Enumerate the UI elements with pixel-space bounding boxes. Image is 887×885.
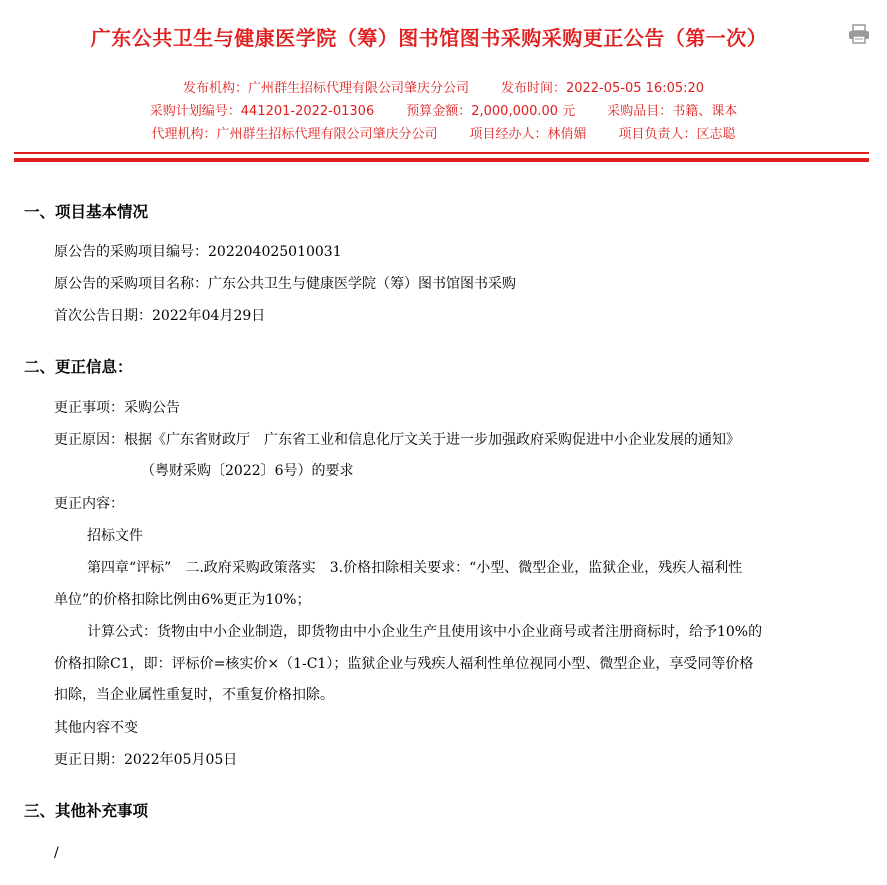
procurement-category: 采购品目：书籍、课本 bbox=[607, 104, 738, 119]
publisher-info: 发布机构：广州群生招标代理有限公司肇庆分公司 bbox=[182, 81, 469, 96]
tender-document-label: 招标文件 bbox=[87, 528, 143, 544]
meta-line-2 bbox=[0, 104, 887, 120]
correction-content-label: 更正内容： bbox=[54, 496, 124, 512]
correction-paragraph-2: 计算公式：货物由中小企业制造，即货物由中小企业生产且使用该中小企业商号或者注册商标时，给予10%的 bbox=[87, 624, 763, 640]
agency-info: 代理机构：广州群生招标代理有限公司肇庆分公司 bbox=[151, 127, 438, 142]
correction-reason-continued: （粤财采购〔2022〕6号）的要求 bbox=[141, 463, 354, 479]
original-project-name: 原公告的采购项目名称：广东公共卫生与健康医学院（筹）图书馆图书采购 bbox=[54, 276, 516, 292]
section-1-heading: 一、项目基本情况 bbox=[24, 203, 149, 221]
section-2-heading: 二、更正信息： bbox=[24, 358, 133, 376]
project-leader: 项目负责人：区志聪 bbox=[618, 127, 736, 142]
printer-icon[interactable] bbox=[848, 24, 870, 44]
project-manager: 项目经办人：林俏媚 bbox=[469, 127, 587, 142]
other-content-unchanged: 其他内容不变 bbox=[54, 720, 138, 736]
budget-amount: 预算金额：2,000,000.00 元 bbox=[406, 104, 576, 119]
page-title: 广东公共卫生与健康医学院（筹）图书馆图书采购采购更正公告（第一次） bbox=[90, 26, 768, 50]
first-announcement-date: 首次公告日期：2022年04月29日 bbox=[54, 308, 266, 324]
meta-line-1 bbox=[0, 81, 887, 97]
correction-date: 更正日期：2022年05月05日 bbox=[54, 752, 238, 768]
correction-paragraph-1: 第四章“评标” 二.政府采购政策落实 3.价格扣除相关要求：“小型、微型企业，监狱企业，残疾人福利性 bbox=[87, 560, 743, 576]
section-3-heading: 三、其他补充事项 bbox=[24, 802, 149, 820]
supplementary-content: / bbox=[54, 845, 59, 861]
correction-paragraph-2-line-3: 扣除，当企业属性重复时，不重复价格扣除。 bbox=[54, 687, 334, 703]
correction-paragraph-2-line-2: 价格扣除C1，即：评标价=核实价×（1-C1）；监狱企业与残疾人福利性单位视同小型、微型企业，享受同等价格 bbox=[54, 656, 754, 672]
header-divider-top bbox=[14, 152, 869, 154]
plan-number: 采购计划编号：441201-2022-01306 bbox=[149, 104, 375, 119]
meta-line-3 bbox=[0, 127, 887, 143]
correction-item: 更正事项：采购公告 bbox=[54, 400, 180, 416]
correction-paragraph-1-continued: 单位”的价格扣除比例由6%更正为10%； bbox=[54, 592, 311, 608]
publish-time: 发布时间：2022-05-05 16:05:20 bbox=[500, 81, 705, 96]
header-divider-bottom bbox=[14, 158, 869, 162]
original-project-number: 原公告的采购项目编号：202204025010031 bbox=[54, 244, 342, 260]
correction-reason: 更正原因：根据《广东省财政厅 广东省工业和信息化厅文关于进一步加强政府采购促进中小企业发展的通知》 bbox=[54, 432, 740, 448]
